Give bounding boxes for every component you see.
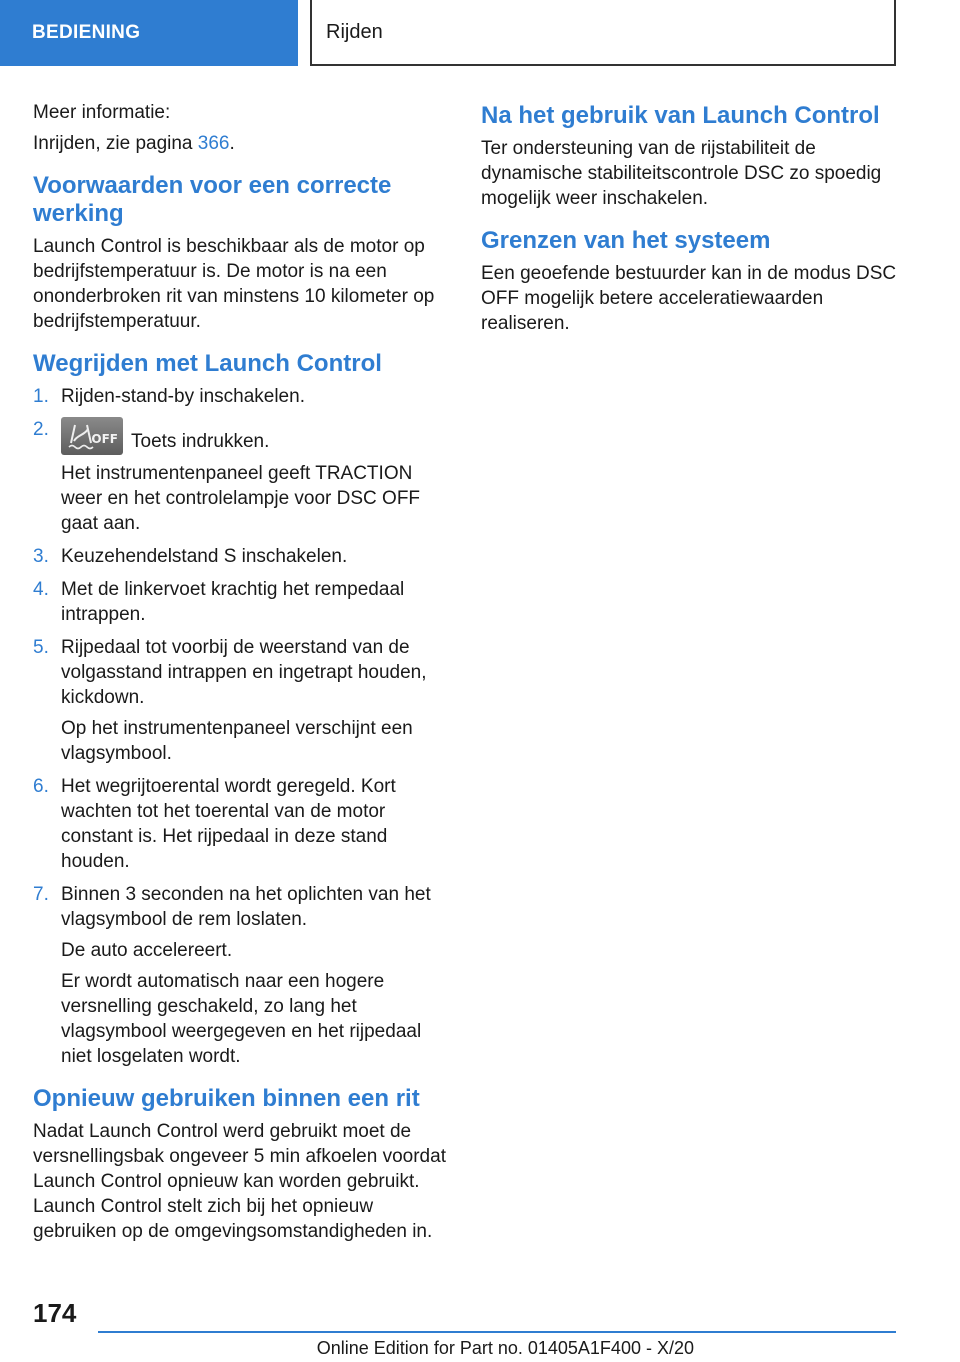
list-item	[33, 774, 448, 874]
step-subtext: Het instrumentenpaneel geeft TRACTION weer en het controlelampje voor DSC OFF gaat aan.	[61, 463, 421, 534]
step-subtext: De auto accelereert.	[61, 940, 233, 961]
heading-reuse: Opnieuw gebruiken binnen een rit	[33, 1085, 420, 1112]
chapter-header	[310, 0, 896, 66]
step-subtext: Op het instrumentenpaneel verschijnt een vlagsymbool.	[61, 718, 413, 764]
heading-limits: Grenzen van het systeem	[481, 227, 771, 254]
paragraph-limits: Een geoefende bestuurder kan in de modus DSC OFF mogelijk betere acceleratiewaarden realiseren.	[481, 263, 897, 334]
step-text: Toets indrukken.	[131, 431, 270, 452]
more-info-end: .	[229, 133, 235, 154]
right-column	[481, 102, 901, 342]
step-text: Rijpedaal tot voorbij de weerstand van de volgasstand intrappen en ingetrapt houden, kickdown.	[61, 637, 427, 708]
list-item	[33, 882, 448, 1069]
heading-driving: Wegrijden met Launch Control	[33, 350, 382, 377]
step-text: Met de linkervoet krachtig het rempedaal intrappen.	[61, 579, 405, 625]
list-item	[33, 577, 448, 627]
step-number: 2.	[33, 419, 49, 440]
section-tab	[0, 0, 298, 66]
step-number: 4.	[33, 579, 49, 600]
step-number: 5.	[33, 637, 49, 658]
page-number: 174	[33, 1298, 77, 1328]
footer-divider	[98, 1331, 896, 1333]
step-number: 6.	[33, 776, 49, 797]
step-number: 7.	[33, 884, 49, 905]
dsc-off-button-icon	[61, 417, 123, 455]
step-subtext: Er wordt automatisch naar een hogere versnelling geschakeld, zo lang het vlagsymbool weergegeven en het rijpedaal niet losgelaten wordt.	[61, 971, 422, 1067]
step-number: 3.	[33, 546, 49, 567]
more-info-label: Meer informatie:	[33, 102, 171, 123]
more-info-text: Inrijden, zie pagina	[33, 133, 193, 154]
heading-conditions: Voorwaarden voor een correcte werking	[33, 172, 392, 227]
dsc-off-label: OFF	[91, 432, 118, 446]
step-line	[61, 417, 448, 455]
list-item	[33, 635, 448, 766]
paragraph-reuse: Nadat Launch Control werd gebruikt moet de versnellingsbak ongeveer 5 min afkoelen voordat Launch Control opnieuw kan worden gebruikt. Launch Control stelt zich bij het opnieuw gebruiken op de omgevingsomstandigheden in.	[33, 1121, 446, 1242]
more-info-line	[33, 131, 448, 156]
step-text: Rijden-stand-by inschakelen.	[61, 386, 305, 407]
footer-edition: Online Edition for Part no. 01405A1F400 - X/20	[316, 1338, 694, 1358]
chapter-title: Rijden	[326, 20, 383, 43]
list-item	[33, 417, 448, 536]
list-item	[33, 384, 448, 409]
heading-after-use: Na het gebruik van Launch Control	[481, 102, 880, 129]
paragraph-conditions: Launch Control is beschikbaar als de motor op bedrijfstemperatuur is. De motor is na een ononderbroken rit van minstens 10 kilometer op bedrijfstemperatuur.	[33, 236, 435, 332]
steps-list	[33, 384, 448, 1069]
section-title: BEDIENING	[32, 22, 141, 43]
step-text: Binnen 3 seconden na het oplichten van het vlagsymbool de rem loslaten.	[61, 884, 431, 930]
list-item	[33, 544, 448, 569]
step-text: Het wegrijtoerental wordt geregeld. Kort wachten tot het toerental van de motor constant is. Het rijpedaal in deze stand houden.	[61, 776, 396, 872]
left-column	[33, 100, 448, 1250]
step-number: 1.	[33, 386, 49, 407]
page-link[interactable]: 366	[197, 133, 230, 154]
step-text: Keuzehendelstand S inschakelen.	[61, 546, 348, 567]
paragraph-after-use: Ter ondersteuning van de rijstabiliteit de dynamische stabiliteitscontrole DSC zo spoedig mogelijk weer inschakelen.	[481, 138, 882, 209]
